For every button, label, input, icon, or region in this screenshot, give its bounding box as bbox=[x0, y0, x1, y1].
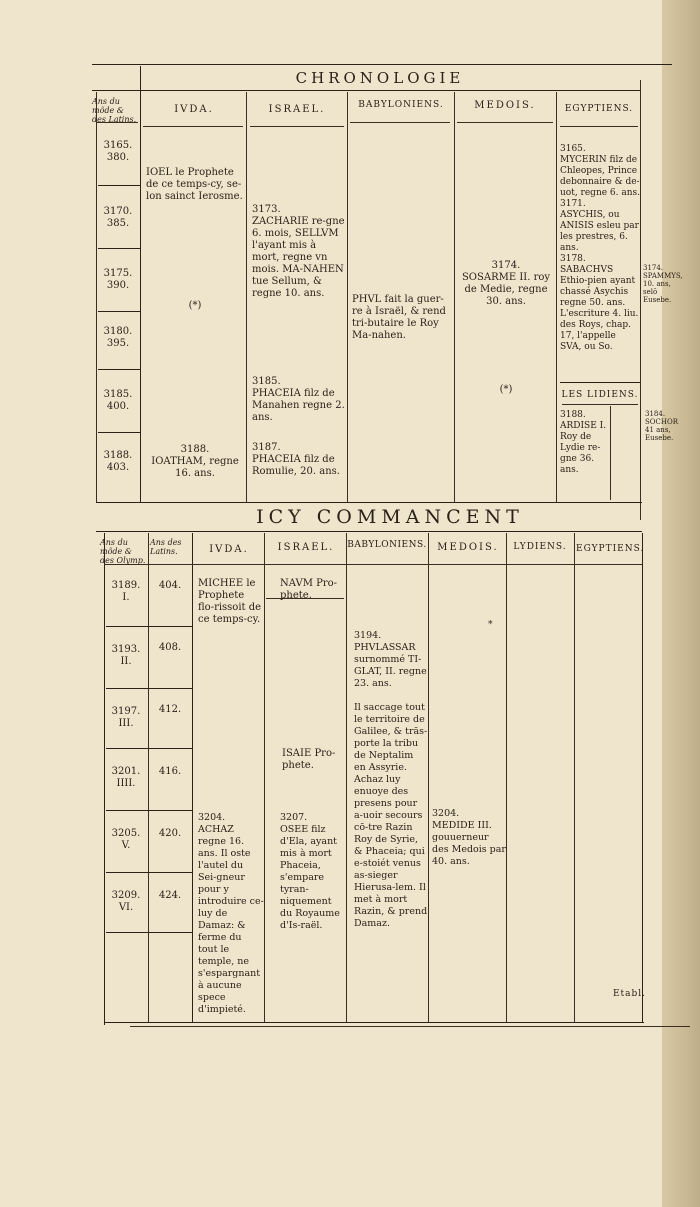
header-medois: MEDOIS. bbox=[437, 542, 499, 553]
top-col-divider bbox=[640, 80, 641, 520]
header-underline bbox=[350, 122, 450, 123]
latins-header: Ans des Latins. bbox=[150, 538, 182, 556]
header-juda: IVDA. bbox=[209, 544, 249, 555]
babyloniens-phul: PHVL fait la guer-re à Israël, & rend tri-butaire le Roy Ma-nahen. bbox=[352, 294, 446, 341]
latins-cell: 404. bbox=[158, 580, 182, 591]
year-divider bbox=[106, 688, 192, 689]
juda-mark: (*) bbox=[188, 300, 202, 311]
medois-medide: 3204. MEDIDE III. gouuerneur des Medois par 40. ans. bbox=[432, 808, 506, 867]
year-cell: 3175. 390. bbox=[103, 268, 133, 291]
top-col-divider bbox=[556, 92, 557, 502]
header-juda: IVDA. bbox=[174, 104, 214, 115]
section-title: ICY COMMANCENT bbox=[256, 506, 524, 528]
latins-cell: 412. bbox=[158, 704, 182, 715]
israel-isaie: ISAIE Pro-phete. bbox=[282, 748, 336, 771]
egyptiens-text: 3165. MYCERIN filz de Chleopes, Prince debonnaire & de-uot, regne 6. ans. 3171. ASYCHIS, ou ANISIS esleu par les prestres, 6. ans. 3178. SABACHVS Ethio-pien ayant chassé Asychis regne 50. ans. L'escriture 4. liu. des Roys, chap. 17, l'appelle SVA, ou So. bbox=[560, 144, 641, 352]
bottom-col-divider bbox=[506, 533, 507, 1023]
catchword: Etabl. bbox=[612, 989, 646, 999]
year-cell: 3180. 395. bbox=[103, 326, 133, 349]
year-divider bbox=[98, 432, 140, 433]
bottom-col-divider bbox=[264, 533, 265, 1023]
bottom-col-divider bbox=[574, 533, 575, 1023]
header-underline bbox=[96, 122, 138, 123]
section-rule bbox=[96, 531, 642, 532]
year-divider bbox=[98, 369, 140, 370]
juda-joatham: 3188. IOATHAM, regne 16. ans. bbox=[151, 444, 239, 479]
bottom-col-divider bbox=[192, 533, 193, 1023]
year-divider bbox=[106, 932, 192, 933]
year-divider bbox=[98, 185, 140, 186]
header-israel: ISRAEL. bbox=[268, 104, 326, 115]
header-babyloniens: BABYLONIENS. bbox=[347, 540, 427, 550]
page-title: CHRONOLOGIE bbox=[295, 69, 465, 87]
header-lydiens: LYDIENS. bbox=[513, 542, 567, 552]
juda-michee: MICHEE le Prophete flo-rissoit de ce temps-cy. bbox=[198, 578, 262, 625]
lidiens-rule bbox=[560, 382, 640, 383]
year-cell: 3189. I. bbox=[111, 580, 141, 603]
medois-mark: (*) bbox=[499, 384, 513, 395]
year-cell: 3193. II. bbox=[111, 644, 141, 667]
israel-naum: NAVM Pro-phete. bbox=[280, 578, 338, 601]
year-divider bbox=[98, 311, 140, 312]
year-header: Ans du mõde & des Latins. bbox=[92, 97, 137, 124]
year-header: Ans du mõde & des Olymp. bbox=[100, 538, 146, 565]
juda-joel: IOEL le Prophete de ce temps-cy, se-lon sainct Ierosme. bbox=[146, 167, 243, 202]
bottom-table-bottom-rule bbox=[104, 1022, 644, 1023]
year-cell: 3201. IIII. bbox=[111, 766, 141, 789]
lidiens-divider bbox=[610, 406, 611, 500]
header-underline bbox=[250, 126, 344, 127]
top-col-divider bbox=[140, 66, 141, 502]
medois-star: * bbox=[488, 620, 493, 630]
latins-cell: 424. bbox=[158, 890, 182, 901]
year-cell: 3170. 385. bbox=[103, 206, 133, 229]
year-cell: 3209. VI. bbox=[111, 890, 141, 913]
israel-phaceia-1: 3185. PHACEIA filz de Manahen regne 2. ans. bbox=[252, 376, 345, 423]
medois-sosarme: 3174. SOSARME II. roy de Medie, regne 30. ans. bbox=[461, 260, 551, 307]
header-underline bbox=[104, 564, 642, 565]
header-egyptiens: EGYPTIENS. bbox=[576, 544, 645, 554]
top-rule bbox=[92, 64, 672, 65]
lidiens-header: LES LIDIENS. bbox=[561, 390, 639, 400]
babyloniens-phulassar: 3194. PHVLASSAR surnommé TI-GLAT, II. regne 23. ans. Il saccage tout le territoire de Galilee, & trās-porte la tribu de Neptalim en Assyrie. Achaz luy enuoye des presens pour a-uoir secours cō-tre Razin Roy de Syrie, & Phaceia; qui e-stoiét venus as-sieger Hierusa-lem. Il met à mort Razin, & prend Damaz. bbox=[354, 630, 428, 929]
top-table-bottom-rule bbox=[96, 502, 642, 503]
bottom-col-divider bbox=[642, 533, 643, 1023]
header-egyptiens: EGYPTIENS. bbox=[564, 104, 634, 114]
bottom-table-outer-rule bbox=[130, 1026, 690, 1027]
lidiens-ardise: 3188. ARDISE I. Roy de Lydie re-gne 36. ans. bbox=[560, 410, 607, 475]
year-divider bbox=[106, 810, 192, 811]
year-divider bbox=[106, 748, 192, 749]
year-divider bbox=[98, 248, 140, 249]
bottom-col-divider bbox=[148, 533, 149, 1023]
top-col-divider bbox=[246, 92, 247, 502]
israel-rule bbox=[266, 598, 344, 599]
header-underline bbox=[560, 126, 638, 127]
header-rule bbox=[92, 90, 640, 91]
israel-phaceia-2: 3187. PHACEIA filz de Romulie, 20. ans. bbox=[252, 442, 340, 477]
header-babyloniens: BABYLONIENS. bbox=[358, 100, 444, 110]
header-underline bbox=[143, 126, 243, 127]
bottom-col-divider bbox=[104, 533, 105, 1025]
latins-cell: 420. bbox=[158, 828, 182, 839]
header-israel: ISRAEL. bbox=[277, 542, 335, 553]
year-cell: 3165. 380. bbox=[103, 140, 133, 163]
year-cell: 3205. V. bbox=[111, 828, 141, 851]
margin-note: 3184. SOCHOR 41 ans, Eusebe. bbox=[645, 410, 679, 442]
latins-cell: 416. bbox=[158, 766, 182, 777]
margin-note: 3174. SPAMMYS, 10. ans, selō Eusebe. bbox=[643, 264, 683, 304]
israel-zacharie: 3173. ZACHARIE re-gne 6. mois, SELLVM l'ayant mis à mort, regne vn mois. MA-NAHEN tue Sellum, & regne 10. ans. bbox=[252, 204, 345, 299]
juda-achaz: 3204. ACHAZ regne 16. ans. Il oste l'autel du Sei-gneur pour y introduire ce-luy de Damaz: & ferme du tout le temple, ne s'espargnant à aucune spece d'impieté. bbox=[198, 812, 264, 1015]
header-underline bbox=[457, 122, 553, 123]
bottom-col-divider bbox=[346, 533, 347, 1023]
year-divider bbox=[106, 872, 192, 873]
latins-cell: 408. bbox=[158, 642, 182, 653]
top-col-divider bbox=[347, 92, 348, 502]
header-medois: MEDOIS. bbox=[474, 100, 536, 111]
top-col-divider bbox=[454, 92, 455, 502]
top-col-divider bbox=[96, 92, 97, 502]
year-divider bbox=[106, 626, 192, 627]
year-cell: 3188. 403. bbox=[103, 450, 133, 473]
bottom-col-divider bbox=[428, 533, 429, 1023]
lidiens-underline bbox=[562, 404, 638, 405]
israel-osee: 3207. OSEE filz d'Ela, ayant mis à mort Phaceia, s'empare tyran-niquement du Royaume d'Is-raël. bbox=[280, 812, 340, 931]
year-cell: 3197. III. bbox=[111, 706, 141, 729]
year-cell: 3185. 400. bbox=[103, 389, 133, 412]
